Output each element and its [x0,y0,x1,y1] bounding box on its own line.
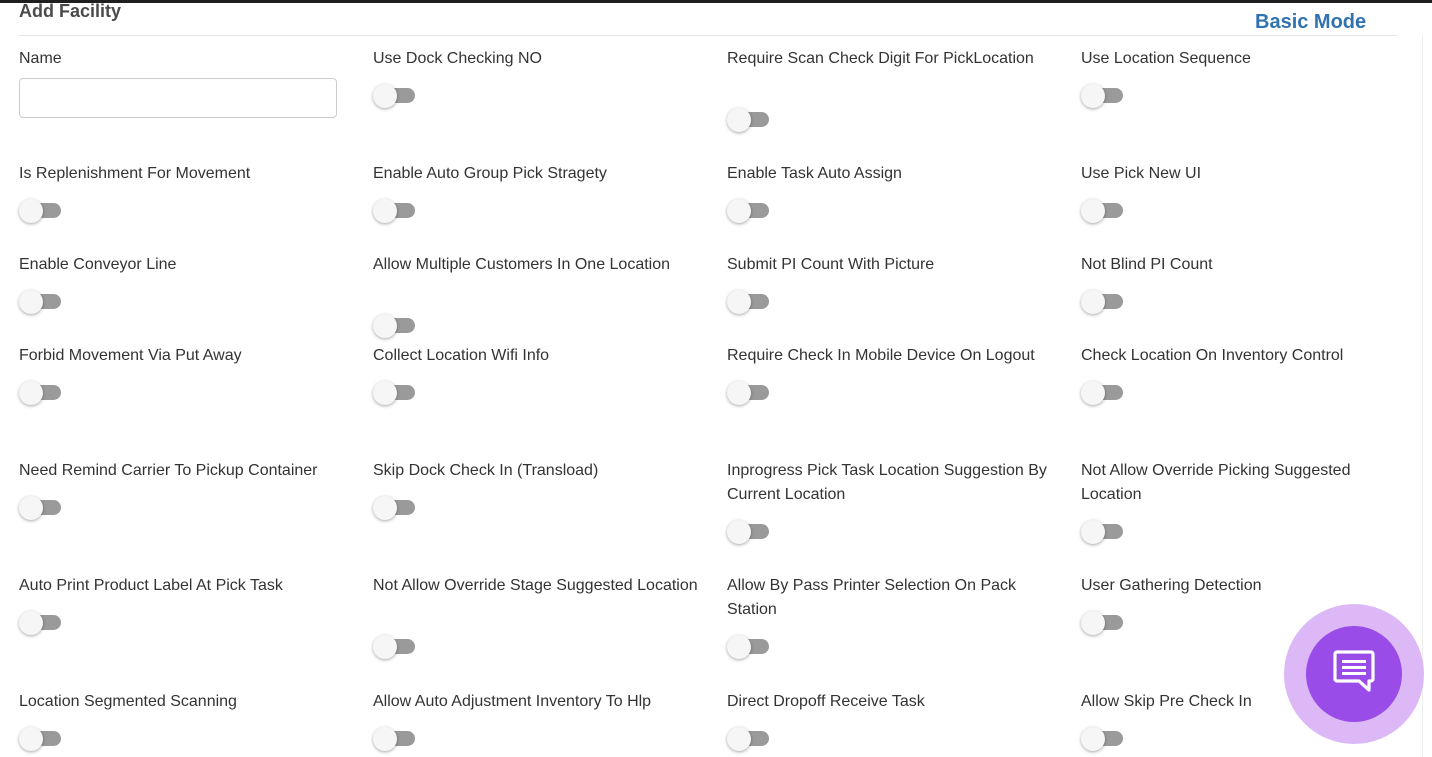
setting-toggle[interactable] [19,289,63,315]
setting-label: Use Location Sequence [1081,50,1251,67]
setting-toggle[interactable] [19,610,63,636]
toggle-thumb [727,635,751,659]
setting-toggle[interactable] [373,313,417,339]
setting-toggle[interactable] [727,519,771,545]
setting-toggle[interactable] [1081,380,1125,406]
setting-label: Allow Skip Pre Check In [1081,693,1252,710]
setting-toggle[interactable] [373,83,417,109]
setting-toggle[interactable] [727,289,771,315]
setting-label: Not Blind PI Count [1081,256,1213,273]
setting-toggle[interactable] [727,380,771,406]
setting-toggle[interactable] [727,198,771,224]
toggle-thumb [1081,611,1105,635]
toggle-thumb [1081,381,1105,405]
toggle-thumb [727,290,751,314]
setting-label: Auto Print Product Label At Pick Task [19,577,283,594]
toggle-thumb [373,381,397,405]
setting-toggle[interactable] [19,198,63,224]
setting-label: Allow By Pass Printer Selection On Pack Station [727,577,1017,618]
setting-label: Enable Task Auto Assign [727,165,902,182]
toggle-thumb [727,108,751,132]
setting-toggle[interactable] [373,634,417,660]
setting-toggle[interactable] [373,198,417,224]
panel-edge [1422,36,1423,757]
setting-toggle[interactable] [19,495,63,521]
setting-label: Direct Dropoff Receive Task [727,693,925,710]
toggle-thumb [19,381,43,405]
toggle-thumb [373,314,397,338]
chat-icon [1331,648,1377,694]
top-border [0,0,1432,3]
toggle-thumb [373,635,397,659]
setting-label: Not Allow Override Picking Suggested Location [1081,462,1351,503]
setting-toggle[interactable] [373,380,417,406]
setting-toggle[interactable] [727,726,771,752]
setting-toggle[interactable] [1081,519,1125,545]
setting-label: Is Replenishment For Movement [19,165,251,182]
toggle-thumb [1081,290,1105,314]
toggle-thumb [1081,84,1105,108]
header-divider [19,35,1398,36]
toggle-thumb [19,727,43,751]
setting-toggle[interactable] [373,495,417,521]
setting-toggle[interactable] [727,107,771,133]
setting-label: Collect Location Wifi Info [373,347,550,364]
name-label: Name [19,50,62,67]
basic-mode-link[interactable]: Basic Mode [1255,11,1367,33]
setting-label: Check Location On Inventory Control [1081,347,1344,364]
toggle-thumb [1081,199,1105,223]
setting-toggle[interactable] [19,380,63,406]
setting-toggle[interactable] [1081,289,1125,315]
setting-label: Location Segmented Scanning [19,693,237,710]
setting-label: Use Dock Checking NO [373,50,542,67]
chat-button[interactable] [1306,626,1402,722]
name-input[interactable] [19,78,337,118]
toggle-thumb [373,84,397,108]
toggle-thumb [19,496,43,520]
setting-label: Allow Multiple Customers In One Location [373,256,671,273]
toggle-thumb [19,199,43,223]
setting-label: Inprogress Pick Task Location Suggestion By Current Location [727,462,1047,503]
setting-label: Forbid Movement Via Put Away [19,347,242,364]
setting-toggle[interactable] [1081,83,1125,109]
setting-toggle[interactable] [1081,610,1125,636]
toggle-thumb [373,727,397,751]
toggle-thumb [19,611,43,635]
toggle-thumb [727,727,751,751]
toggle-thumb [727,381,751,405]
setting-label: Use Pick New UI [1081,165,1202,182]
setting-toggle[interactable] [727,634,771,660]
setting-label: Submit PI Count With Picture [727,256,935,273]
page-title: Add Facility [19,1,122,21]
toggle-thumb [373,496,397,520]
setting-label: Enable Conveyor Line [19,256,177,273]
setting-label: Enable Auto Group Pick Stragety [373,165,607,182]
toggle-thumb [1081,727,1105,751]
setting-toggle[interactable] [19,726,63,752]
setting-toggle[interactable] [373,726,417,752]
toggle-thumb [727,199,751,223]
toggle-thumb [373,199,397,223]
setting-label: Require Scan Check Digit For PickLocation [727,50,1034,67]
toggle-thumb [727,520,751,544]
setting-label: Allow Auto Adjustment Inventory To Hlp [373,693,652,710]
setting-label: Skip Dock Check In (Transload) [373,462,599,479]
setting-label: User Gathering Detection [1081,577,1262,594]
toggle-thumb [19,290,43,314]
setting-label: Need Remind Carrier To Pickup Container [19,462,318,479]
toggle-thumb [1081,520,1105,544]
setting-label: Not Allow Override Stage Suggested Location [373,577,698,594]
setting-label: Require Check In Mobile Device On Logout [727,347,1035,364]
setting-toggle[interactable] [1081,198,1125,224]
setting-toggle[interactable] [1081,726,1125,752]
